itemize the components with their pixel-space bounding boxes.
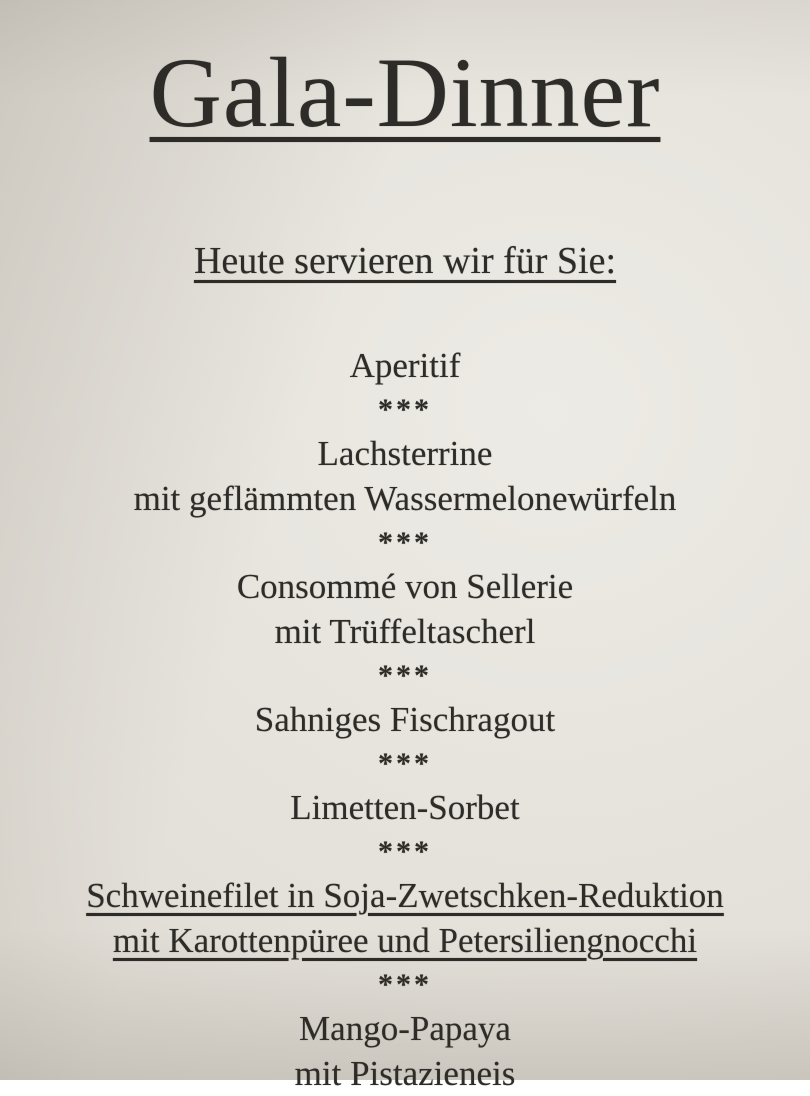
course-separator: *** (378, 835, 432, 868)
course-separator: *** (378, 393, 432, 426)
course-separator: *** (378, 526, 432, 559)
course-line-sorbet: Limetten-Sorbet (290, 788, 520, 827)
menu-title: Gala-Dinner (149, 37, 661, 148)
course-line-main-detail: mit Karottenpüree und Petersiliengnocchi (112, 921, 698, 960)
course-line-main: Schweinefilet in Soja-Zwetschken-Reduktion (86, 876, 724, 915)
menu-subtitle-row (0, 235, 810, 295)
course-line-starter-detail: mit geflämmten Wassermelonewürfeln (133, 479, 677, 518)
course-line-soup-detail: mit Trüffeltascherl (274, 612, 536, 651)
course-line-dessert: Mango-Papaya (299, 1009, 511, 1048)
menu-subtitle: Heute servieren wir für Sie: (193, 240, 617, 282)
course-separator: *** (378, 747, 432, 780)
course-separator: *** (378, 659, 432, 692)
course-line-dessert-detail: mit Pistazieneis (294, 1054, 516, 1093)
course-line-aperitif: Aperitif (349, 346, 461, 385)
course-separator: *** (378, 968, 432, 1001)
course-line-fish: Sahniges Fischragout (254, 700, 556, 739)
menu-header (0, 0, 810, 181)
course-line-starter: Lachsterrine (317, 434, 493, 473)
course-list (0, 343, 810, 1096)
course-line-soup: Consommé von Sellerie (236, 567, 574, 606)
